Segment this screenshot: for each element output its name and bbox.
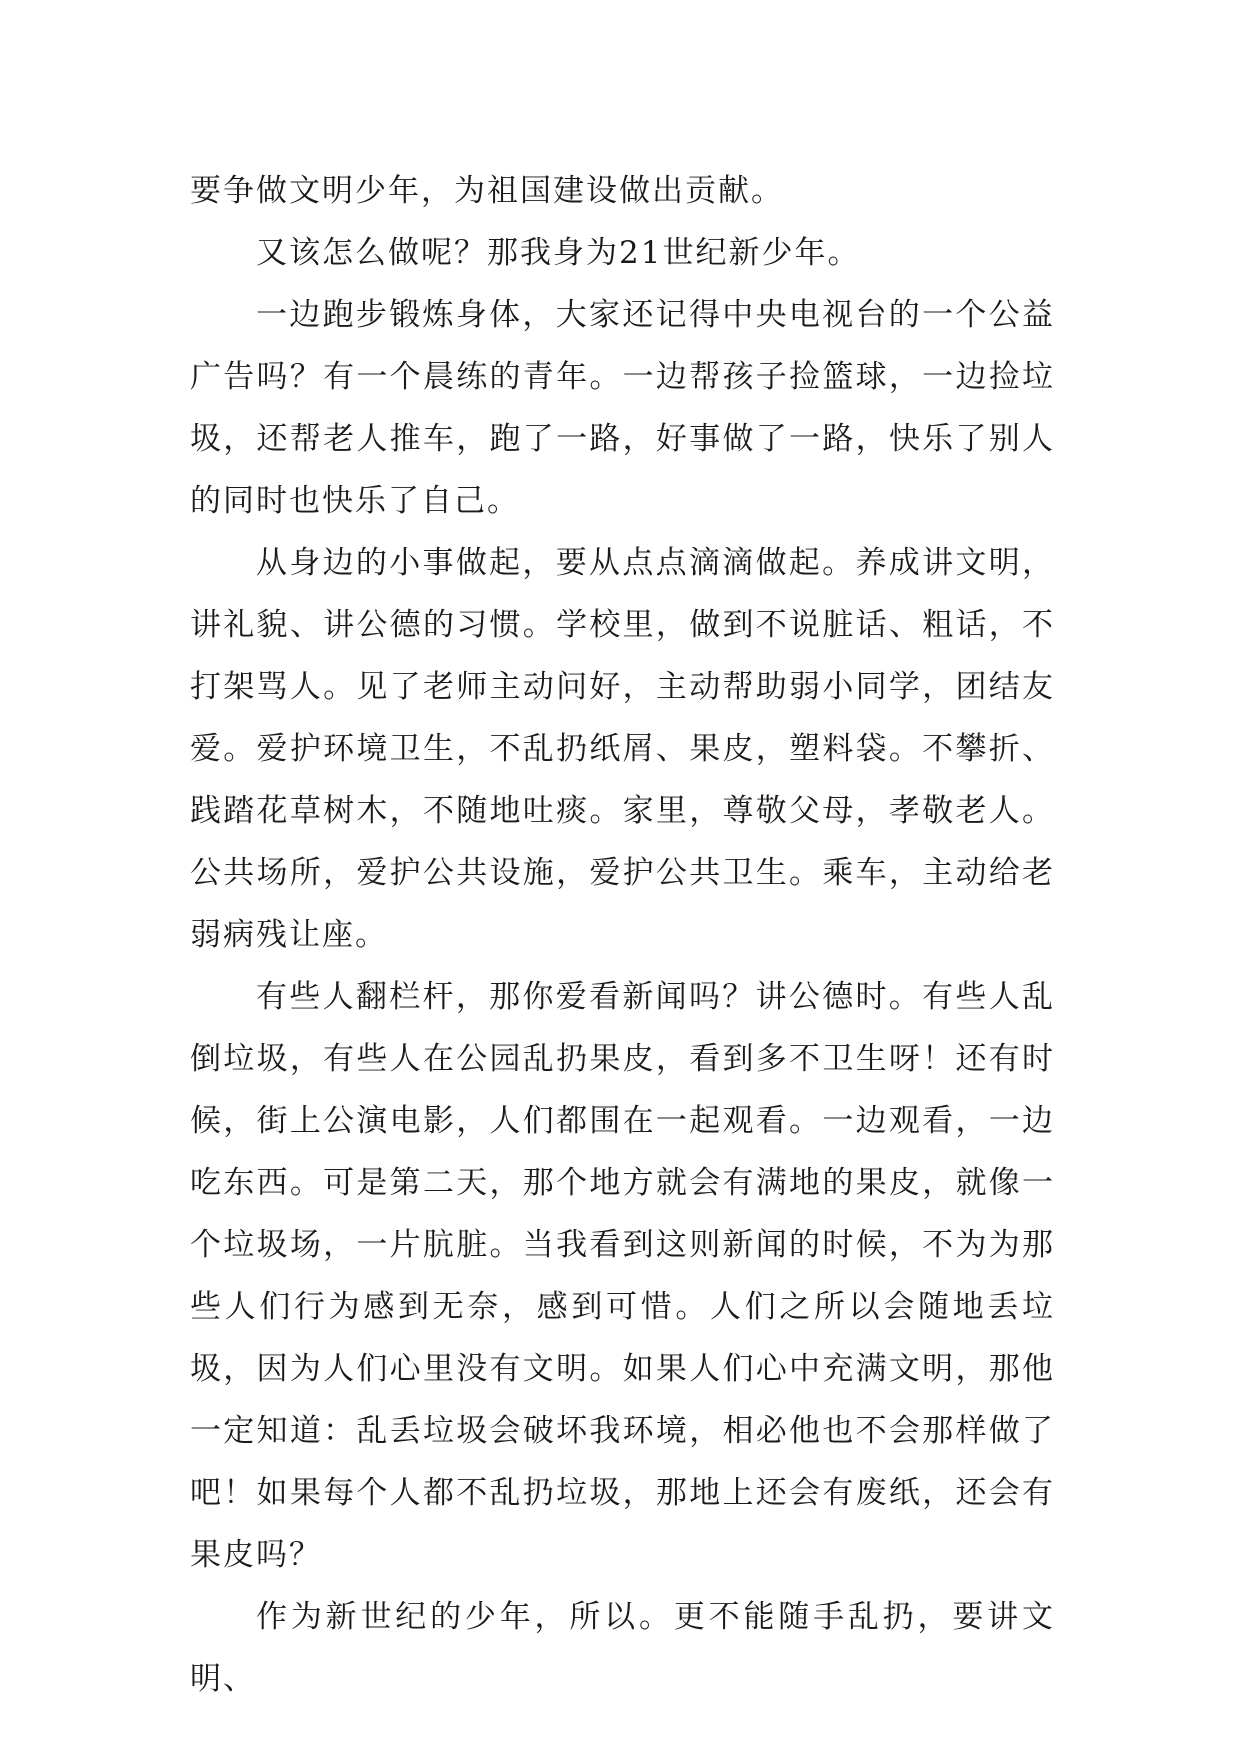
paragraph: 有些人翻栏杆，那你爱看新闻吗？讲公德时。有些人乱倒垃圾，有些人在公园乱扔果皮，看到多不卫生呀！还有时候，街上公演电影，人们都围在一起观看。一边观看，一边吃东西。可是第二天，那个地方就会有满地的果皮，就像一个垃圾场，一片肮脏。当我看到这则新闻的时候，不为为那些人们行为感到无奈，感到可惜。人们之所以会随地丢垃圾，因为人们心里没有文明。如果人们心中充满文明，那他一定知道：乱丢垃圾会破坏我环境，相必他也不会那样做了吧！如果每个人都不乱扔垃圾，那地上还会有废纸，还会有果皮吗？: [190, 979, 1055, 1573]
paragraph: 一边跑步锻炼身体，大家还记得中央电视台的一个公益广告吗？有一个晨练的青年。一边帮孩子捡篮球，一边捡垃圾，还帮老人推车，跑了一路，好事做了一路，快乐了别人的同时也快乐了自己。: [190, 297, 1055, 519]
paragraph: 从身边的小事做起，要从点点滴滴做起。养成讲文明，讲礼貌、讲公德的习惯。学校里，做到不说脏话、粗话，不打架骂人。见了老师主动问好，主动帮助弱小同学，团结友爱。爱护环境卫生，不乱扔纸屑、果皮，塑料袋。不攀折、践踏花草树木，不随地吐痰。家里，尊敬父母，孝敬老人。公共场所，爱护公共设施，爱护公共卫生。乘车，主动给老弱病残让座。: [190, 545, 1055, 953]
document-body: [190, 160, 1055, 1710]
paragraph: 作为新世纪的少年，所以。更不能随手乱扔，要讲文明、: [190, 1599, 1055, 1697]
paragraph: 又该怎么做呢？那我身为21世纪新少年。: [256, 235, 861, 271]
paragraph: 要争做文明少年，为祖国建设做出贡献。: [190, 173, 784, 209]
